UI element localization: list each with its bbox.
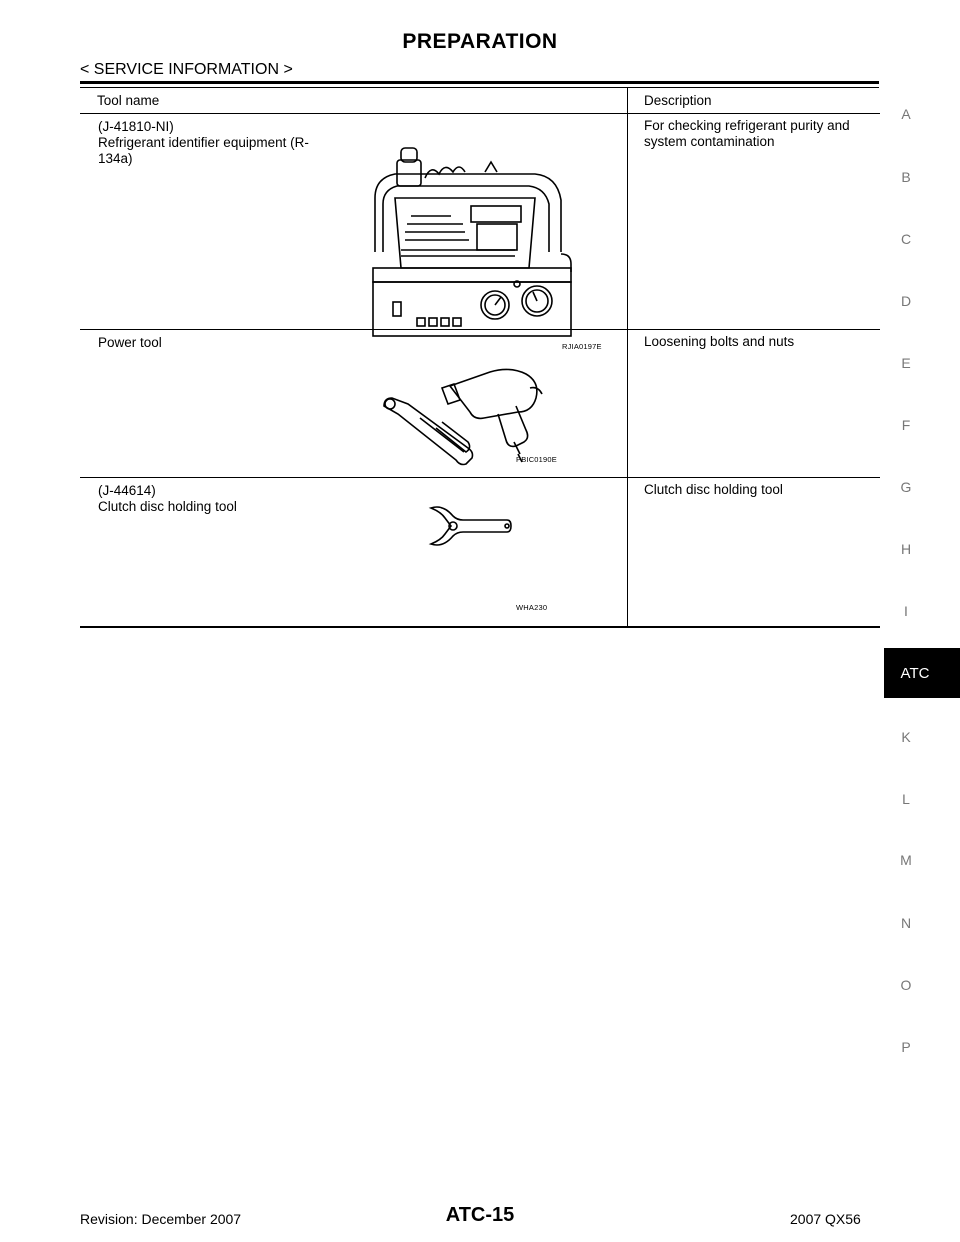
- tool-description-cell: [628, 478, 881, 627]
- tool-name-line: (J-44614): [98, 483, 156, 498]
- section-index-letter[interactable]: A: [901, 106, 911, 122]
- figure-code: RJIA0197E: [562, 342, 602, 351]
- section-label: < SERVICE INFORMATION >: [80, 61, 293, 78]
- refrigerant-identifier-illustration: [365, 142, 585, 338]
- table-row: [80, 330, 880, 478]
- figure-code: PBIC0190E: [516, 455, 557, 464]
- section-index-letter[interactable]: M: [900, 852, 912, 868]
- table-header-row: [80, 88, 880, 114]
- footer-page-number: ATC-15: [445, 1204, 515, 1226]
- section-index-letter[interactable]: G: [900, 479, 912, 495]
- tool-name-line: Refrigerant identifier equipment (R-: [98, 135, 309, 150]
- description-line: Clutch disc holding tool: [644, 482, 783, 497]
- section-index-letter[interactable]: E: [901, 355, 911, 371]
- clutch-disc-holding-tool-illustration: [425, 500, 515, 556]
- tools-table: [80, 88, 880, 628]
- description-line: For checking refrigerant purity and: [644, 118, 850, 133]
- tool-name-line: 134a): [98, 151, 133, 166]
- section-index-letter[interactable]: L: [902, 791, 910, 807]
- section-index-letter[interactable]: C: [900, 231, 912, 247]
- footer-revision: Revision: December 2007: [80, 1211, 242, 1227]
- tool-name-cell: [80, 330, 628, 478]
- tool-description-cell: [628, 114, 881, 330]
- tool-description-cell: [628, 330, 881, 478]
- footer-model: 2007 QX56: [790, 1211, 861, 1227]
- section-index-letter[interactable]: N: [900, 915, 912, 931]
- description-line: Loosening bolts and nuts: [644, 334, 795, 349]
- table-row: [80, 478, 880, 627]
- section-index-letter[interactable]: D: [900, 293, 912, 309]
- section-index-letter[interactable]: P: [901, 1039, 911, 1055]
- section-index-letter[interactable]: B: [901, 169, 911, 185]
- tool-name-line: Clutch disc holding tool: [98, 499, 237, 514]
- section-tab-active[interactable]: ATC: [884, 648, 960, 698]
- column-header-tool-name: Tool name: [80, 88, 628, 114]
- header-rule-thick: [80, 81, 879, 84]
- description-line: system contamination: [644, 134, 775, 149]
- tool-name-cell: [80, 478, 628, 627]
- tool-name-line: Power tool: [98, 335, 162, 350]
- tool-name-text: [81, 331, 318, 351]
- section-index-letter[interactable]: K: [901, 729, 911, 745]
- column-header-description: Description: [628, 88, 881, 114]
- section-index-letter[interactable]: I: [904, 603, 908, 619]
- section-index-letter[interactable]: O: [900, 977, 912, 993]
- page-title: PREPARATION: [402, 30, 558, 53]
- section-index-letter[interactable]: F: [901, 417, 911, 433]
- section-index-letter[interactable]: H: [900, 541, 912, 557]
- table-row: [80, 114, 880, 330]
- tool-name-line: (J-41810-NI): [98, 119, 174, 134]
- figure-code: WHA230: [516, 603, 548, 612]
- tool-name-text: [81, 479, 318, 515]
- tool-name-text: [81, 115, 318, 167]
